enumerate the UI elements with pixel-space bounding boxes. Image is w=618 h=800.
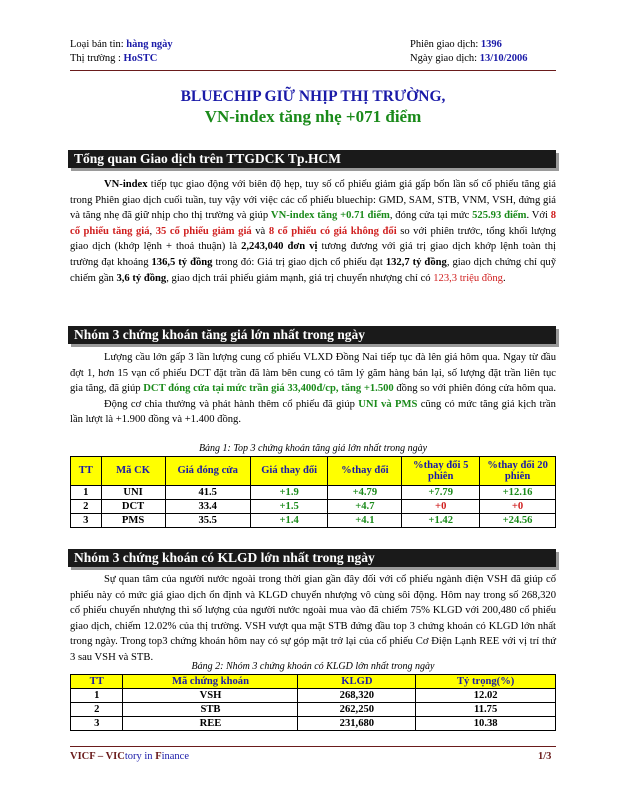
table-cell: +0 [480,500,556,514]
section-heading-top-volume: Nhóm 3 chứng khoán có KLGD lớn nhất trong ngày [68,549,556,567]
table-cell: 231,680 [298,717,416,731]
column-header: Giá thay đổi [250,457,328,486]
total-value: 136,5 tỷ đồng [151,256,213,268]
uni-pms-highlight: UNI và PMS [358,398,418,410]
table-cell: +0 [402,500,480,514]
table-cell: 3 [71,514,102,528]
table-cell: DCT [101,500,165,514]
column-header: Giá đóng cửa [165,457,250,486]
section-heading-overview: Tổng quan Giao dịch trên TTGDCK Tp.HCM [68,150,556,168]
table-cell: STB [123,703,298,717]
header-left [70,38,173,66]
table-cell: 1 [71,689,123,703]
vnindex-close: 525.93 điểm [472,210,527,222]
market: HoSTC [123,53,158,64]
table-cell: VSH [123,689,298,703]
table-cell: +4.1 [328,514,402,528]
volume-paragraph: Sự quan tâm của người nước ngoài trong thời gian gần đây đối với cổ phiếu ngành điện VSH đã giúp cổ phiếu này có mức giá giao dịch ổn định và KLGD chuyển nhượng vô cùng sôi động. Hôm nay trong số 268,320 cổ phiếu chuyển nhượng thì số lượng của người nước ngoài mua vào đã chiếm 75% KLGD với 200,480 cổ phiếu giao dịch, chiếm 12.02% của thị trường. VSH vượt qua mặt STB đứng đầu top 3 chứng khoán có KLGD lớn nhất trong ngày. Trong top3 chứng khoán hôm nay có sự góp mặt trở lại của cổ phiếu Cơ Điện Lạnh REE với vị trí thứ 3 sau VSH và STB. [70,574,556,663]
vnindex-change: VN-index tăng +0.71 điểm [270,210,390,222]
table-cell: +4.7 [328,500,402,514]
table-cell: 2 [71,703,123,717]
bond-value: 123,3 triệu đồng [433,272,503,284]
column-header: %thay đổi 20 phiên [480,457,556,486]
table-cell: 1 [71,486,102,500]
column-header: Mã CK [101,457,165,486]
table-cell: 11.75 [416,703,556,717]
overview-paragraph: VN-index tiếp tục giao động với biên độ hẹp, tuy số cổ phiếu giảm giá gấp bốn lần số cổ phiếu tăng giá trong Phiên giao dịch cuối tuần, tuy vậy với việc các cổ phiếu bluechip: GMD, SAM, STB, VNM, VSH, đứng giá và tăng nhẹ đã giữ nhịp cho thị trường và giúp VN-index tăng +0.71 điểm, đóng cửa tại mức 525.93 điểm. Với 8 cổ phiếu tăng giá, 35 cổ phiếu giảm giá và 8 cổ phiếu có giá không đổi so với phiên trước, tổng khối lượng giao dịch (khớp lệnh + thoả thuận) là 2,243,040 đơn vị tương đương với giá trị giao dịch khớp lệnh toàn thị trường đạt khoảng 136,5 tỷ đồng trong đó: Giá trị giao dịch cổ phiếu đạt 132,7 tỷ đồng, giao dịch chứng chỉ quỹ chiếm gần 3,6 tỷ đồng, giao dịch trái phiếu giảm mạnh, giá trị chuyển nhượng chỉ có 123,3 triệu đồng. [70,179,556,284]
advancers-count: 8 cổ phiếu tăng giá [70,210,556,237]
table-cell: UNI [101,486,165,500]
table-cell: 10.38 [416,717,556,731]
footer-brand: VICF – VICtory in Finance [70,751,190,762]
bulletin-type: hàng ngày [126,39,173,50]
bulletin-type-label: Loại bản tin: [70,39,127,50]
column-header: %thay đổi 5 phiên [402,457,480,486]
table-row [71,689,556,703]
headline: BLUECHIP GIỮ NHỊP THỊ TRƯỜNG, [180,88,446,105]
vnindex-term: VN-index [104,179,148,190]
table-row [71,703,556,717]
dct-highlight: DCT đóng cửa tại mức trần giá 33,400đ/cp, tăng +1.500 [143,383,394,395]
fund-value: 3,6 tỷ đồng [116,272,167,284]
table-cell: 268,320 [298,689,416,703]
table-header-row [71,675,556,689]
stock-value: 132,7 tỷ đồng [385,256,447,268]
table1-caption: Bảng 1: Top 3 chứng khoán tăng giá lớn nhất trong ngày [198,443,428,454]
table-row [71,717,556,731]
table-row [71,486,556,500]
column-header: Tỷ trọng(%) [416,675,556,689]
column-header: TT [71,675,123,689]
table-cell: 12.02 [416,689,556,703]
session-label: Phiên giao dịch: [410,39,481,50]
table-cell: +12.16 [480,486,556,500]
table-cell: +7.79 [402,486,480,500]
total-volume: 2,243,040 đơn vị [241,241,318,253]
table-cell: +1.4 [250,514,328,528]
table-cell: +1.42 [402,514,480,528]
table-cell: +4.79 [328,486,402,500]
market-label: Thị trường : [70,53,124,64]
column-header: %thay đổi [328,457,402,486]
top-gainers-table [70,456,556,528]
table2-caption: Bảng 2: Nhóm 3 chứng khoán có KLGD lớn nhất trong ngày [191,661,435,672]
table-header-row [71,457,556,486]
session-number: 1396 [480,39,502,50]
table-cell: 262,250 [298,703,416,717]
gainers-paragraphs: Lượng cầu lớn gấp 3 lần lượng cung cổ phiếu VLXD Đồng Nai tiếp tục đà lên giá hôm qua. Ngay từ đầu đợt 1, hơn 15 vạn cổ phiếu DCT đặt trần đã làm bên cung có tâm lý găm hàng bán lại, số lượng đặt trần liên tục gia tăng, đã giúp DCT đóng cửa tại mức trần giá 33,400đ/cp, tăng +1.500 đồng so với phiên đóng cửa hôm qua. Động cơ chia thưởng và phát hành thêm cổ phiếu đã giúp UNI và PMS cũng có mức tăng giá kịch trần lần lượt là +1.900 đồng và +1.400 đồng. [70,352,557,426]
table-cell: REE [123,717,298,731]
header-divider [70,70,556,71]
table-cell: 2 [71,500,102,514]
table-cell: +1.5 [250,500,328,514]
table-cell: PMS [101,514,165,528]
table-row [71,514,556,528]
subheadline: VN-index tăng nhẹ +071 điểm [204,107,422,126]
header-right [410,38,528,66]
column-header: TT [71,457,102,486]
footer-divider [70,746,556,747]
table-cell: +1.9 [250,486,328,500]
table-cell: 35.5 [165,514,250,528]
column-header: Mã chứng khoán [123,675,298,689]
table-cell: +24.56 [480,514,556,528]
table-cell: 33.4 [165,500,250,514]
page-number: 1/3 [538,751,552,762]
table-cell: 41.5 [165,486,250,500]
date-label: Ngày giao dịch: [410,53,480,64]
column-header: KLGD [298,675,416,689]
table-row [71,500,556,514]
unchanged-count: 8 cổ phiếu có giá không đổi [268,225,397,237]
top-volume-table [70,674,556,731]
trade-date: 13/10/2006 [479,53,528,64]
decliners-count: 35 cổ phiếu giảm giá [155,225,252,237]
table-cell: 3 [71,717,123,731]
section-heading-top-gainers: Nhóm 3 chứng khoán tăng giá lớn nhất trong ngày [68,326,556,344]
